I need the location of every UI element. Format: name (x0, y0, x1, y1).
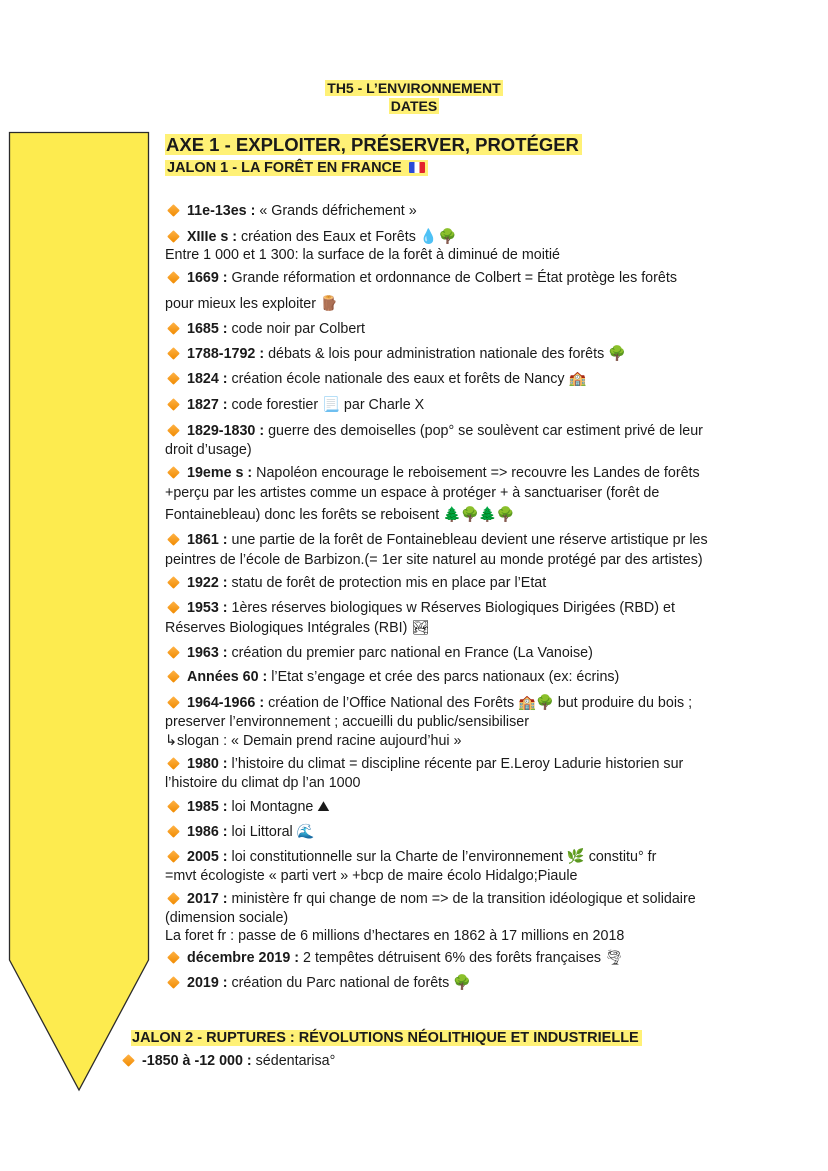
timeline-entry: 1827 : code forestier 📃 par Charle X (166, 396, 424, 414)
entry-continuation: peintres de l’école de Barbizon.(= 1er site naturel au monde protégé par des artistes) (165, 552, 703, 568)
timeline-entry: 1861 : une partie de la forêt de Fontainebleau devient une réserve artistique pr les (166, 531, 708, 549)
entry-continuation: Entre 1 000 et 1 300: la surface de la forêt à diminué de moitié (165, 247, 560, 263)
orange-diamond-icon (167, 976, 180, 989)
orange-diamond-icon (167, 825, 180, 838)
timeline-entry: 1963 : création du premier parc national en France (La Vanoise) (166, 644, 593, 662)
wave-icon: 🌊 (296, 824, 315, 841)
timeline-entry: 1986 : loi Littoral 🌊 (166, 823, 315, 841)
tree-icon: 🌳 (496, 507, 515, 524)
entry-continuation: La foret fr : passe de 6 millions d’hectares en 1862 à 17 millions en 2018 (165, 928, 625, 944)
timeline-entry: 1685 : code noir par Colbert (166, 320, 365, 338)
droplet-icon: 💧 (419, 229, 438, 246)
entry-continuation: preserver l’environnement ; accueilli du public/sensibiliser (165, 714, 529, 730)
entry-continuation: Fontainebleau) donc les forêts se reboisent 🌲🌳🌲🌳 (165, 507, 515, 524)
entry-continuation: droit d’usage) (165, 442, 252, 458)
orange-diamond-icon (167, 892, 180, 905)
orange-diamond-icon (167, 204, 180, 217)
timeline-entry: 1980 : l’histoire du climat = discipline récente par E.Leroy Ladurie historien sur (166, 755, 683, 773)
orange-diamond-icon (122, 1054, 135, 1067)
timeline-entry: XIIIe s : création des Eaux et Forêts 💧🌳 (166, 228, 457, 246)
jalon-1-heading: JALON 1 - LA FORÊT EN FRANCE (165, 159, 428, 178)
entry-continuation: =mvt écologiste « parti vert » +bcp de maire écolo Hidalgo;Piaule (165, 868, 578, 884)
timeline-entry: 1985 : loi Montagne ⛰ (166, 798, 329, 816)
school-icon: 🏫 (518, 695, 536, 712)
slogan-line: ↳slogan : « Demain prend racine aujourd’hui » (165, 733, 462, 749)
orange-diamond-icon (167, 670, 180, 683)
orange-diamond-icon (167, 757, 180, 770)
timeline-entry: 19eme s : Napoléon encourage le reboisement => recouvre les Landes de forêts (166, 464, 700, 482)
orange-diamond-icon (167, 398, 180, 411)
scroll-icon: 📃 (322, 397, 340, 414)
orange-diamond-icon (167, 850, 180, 863)
orange-diamond-icon (167, 322, 180, 335)
entry-continuation: pour mieux les exploiter 🪵 (165, 296, 338, 313)
timeline-entry: 1829-1830 : guerre des demoiselles (pop° se soulèvent car estiment privé de leur (166, 422, 703, 440)
wood-logs-icon: 🪵 (319, 296, 338, 313)
orange-diamond-icon (167, 696, 180, 709)
tree-icon: 🌳 (608, 346, 627, 363)
evergreen-tree-icon: 🌲 (478, 507, 497, 524)
timeline-entry: 1669 : Grande réformation et ordonnance de Colbert = État protège les forêts (166, 269, 677, 287)
jalon-2-heading: JALON 2 - RUPTURES : RÉVOLUTIONS NÉOLITHIQUE ET INDUSTRIELLE (131, 1029, 642, 1048)
axe-1-heading: AXE 1 - EXPLOITER, PRÉSERVER, PROTÉGER (165, 134, 582, 156)
orange-diamond-icon (167, 576, 180, 589)
orange-diamond-icon (167, 271, 180, 284)
timeline-arrow (0, 0, 170, 1100)
mountain-icon: ⛰ (317, 799, 330, 816)
page-title: TH5 - L’ENVIRONNEMENT (327, 80, 501, 96)
orange-diamond-icon (167, 424, 180, 437)
orange-diamond-icon (167, 466, 180, 479)
herb-icon: 🌿 (566, 849, 585, 866)
entry-continuation: l’histoire du climat dp l’an 1000 (165, 775, 361, 791)
orange-diamond-icon (167, 372, 180, 385)
tree-icon: 🌳 (438, 229, 457, 246)
entry-continuation: +perçu par les artistes comme un espace à protéger + à sanctuariser (forêt de (165, 485, 660, 501)
timeline-entry: 1964-1966 : création de l’Office National des Forêts 🏫🌳 but produire du bois ; (166, 694, 692, 712)
timeline-entry: 2017 : ministère fr qui change de nom => de la transition idéologique et solidaire (166, 890, 696, 908)
timeline-entry: 11e-13es : « Grands défrichement » (166, 202, 417, 220)
timeline-entry: 2019 : création du Parc national de forêts 🌳 (166, 974, 471, 992)
timeline-entry: -1850 à -12 000 : sédentarisa° (121, 1052, 335, 1070)
orange-diamond-icon (167, 646, 180, 659)
timeline-entry: Années 60 : l’Etat s’engage et crée des parcs nationaux (ex: écrins) (166, 668, 619, 686)
france-flag-icon (409, 162, 425, 173)
tree-icon: 🌳 (461, 507, 479, 524)
timeline-entry: 1788-1792 : débats & lois pour administration nationale des forêts 🌳 (166, 345, 626, 363)
landscape-icon: 🏞 (411, 620, 430, 637)
timeline-entry: 1824 : création école nationale des eaux et forêts de Nancy 🏫 (166, 370, 586, 388)
school-icon: 🏫 (568, 371, 587, 388)
timeline-entry: 2005 : loi constitutionnelle sur la Charte de l’environnement 🌿 constitu° fr (166, 848, 656, 866)
timeline-entry: 1953 : 1ères réserves biologiques w Réserves Biologiques Dirigées (RBD) et (166, 599, 675, 617)
orange-diamond-icon (167, 800, 180, 813)
orange-diamond-icon (167, 951, 180, 964)
orange-diamond-icon (167, 533, 180, 546)
tornado-icon: 🌪 (605, 950, 624, 967)
timeline-entry: décembre 2019 : 2 tempêtes détruisent 6% des forêts françaises 🌪 (166, 949, 623, 967)
timeline-entry: 1922 : statu de forêt de protection mis en place par l’Etat (166, 574, 546, 592)
entry-continuation: Réserves Biologiques Intégrales (RBI) 🏞 (165, 620, 430, 637)
page-subtitle: DATES (390, 98, 438, 114)
evergreen-tree-icon: 🌲 (443, 507, 462, 524)
orange-diamond-icon (167, 601, 180, 614)
entry-continuation: (dimension sociale) (165, 910, 289, 926)
orange-diamond-icon (167, 347, 180, 360)
tree-icon: 🌳 (453, 975, 472, 992)
tree-icon: 🌳 (535, 695, 554, 712)
orange-diamond-icon (167, 230, 180, 243)
